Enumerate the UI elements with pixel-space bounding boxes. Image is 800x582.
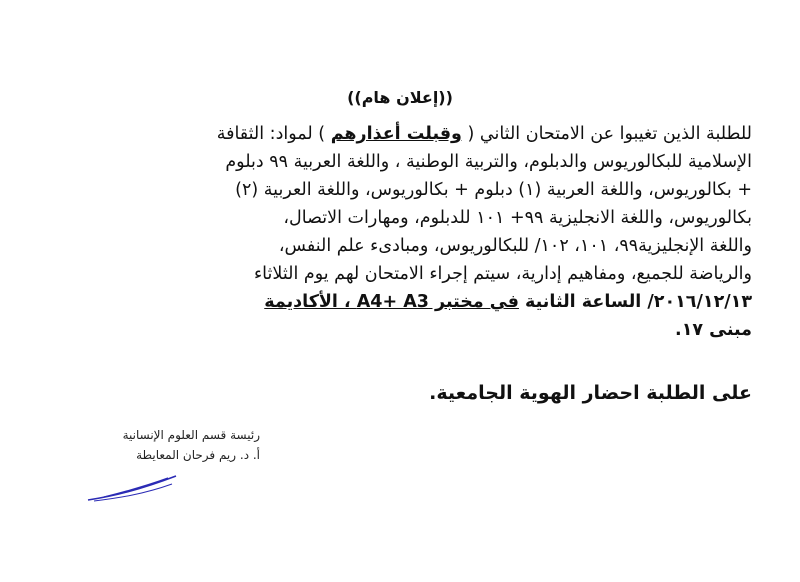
id-card-instruction: على الطلبة احضار الهوية الجامعية. bbox=[429, 382, 752, 404]
signatory-name: أ. د. ريم فرحان المعايطة bbox=[136, 448, 260, 462]
signatory-position: رئيسة قسم العلوم الإنسانية bbox=[122, 428, 260, 442]
exam-location: في مختبر A4+ A3 ، الأكاديمة bbox=[264, 292, 519, 312]
body-line-2: الإسلامية للبكالوريوس والدبلوم، والتربية الوطنية ، واللغة العربية ٩٩ دبلوم bbox=[225, 152, 752, 172]
body-line-6: والرياضة للجميع، ومفاهيم إدارية، سيتم إجراء الامتحان لهم يوم الثلاثاء bbox=[253, 264, 752, 284]
body-line-1-end: ) لمواد: الثقافة bbox=[216, 124, 326, 144]
body-line-4: بكالوريوس، واللغة الانجليزية ٩٩+ ١٠١ للدبلوم، ومهارات الاتصال، bbox=[283, 208, 752, 228]
body-line-3: + بكالوريوس، واللغة العربية (١) دبلوم + بكالوريوس، واللغة العربية (٢) bbox=[235, 180, 752, 200]
announcement-title: ((إعلان هام)) bbox=[347, 88, 453, 107]
accepted-excuses-emphasis: وقبلت أعذارهم bbox=[330, 124, 462, 144]
announcement-body bbox=[52, 120, 752, 344]
handwritten-signature bbox=[84, 470, 180, 504]
body-line-8: مبنى ١٧. bbox=[675, 320, 752, 340]
body-line-1-start: للطلبة الذين تغيبوا عن الامتحان الثاني ( bbox=[467, 124, 752, 144]
body-line-1 bbox=[52, 120, 752, 148]
body-line-5: واللغة الإنجليزية٩٩، ١٠١، ١٠٢/ للبكالوريوس، ومبادىء علم النفس، bbox=[278, 236, 752, 256]
exam-date-time: ٢٠١٦/١٢/١٣/ الساعة الثانية bbox=[525, 292, 752, 312]
body-line-7 bbox=[52, 288, 752, 316]
